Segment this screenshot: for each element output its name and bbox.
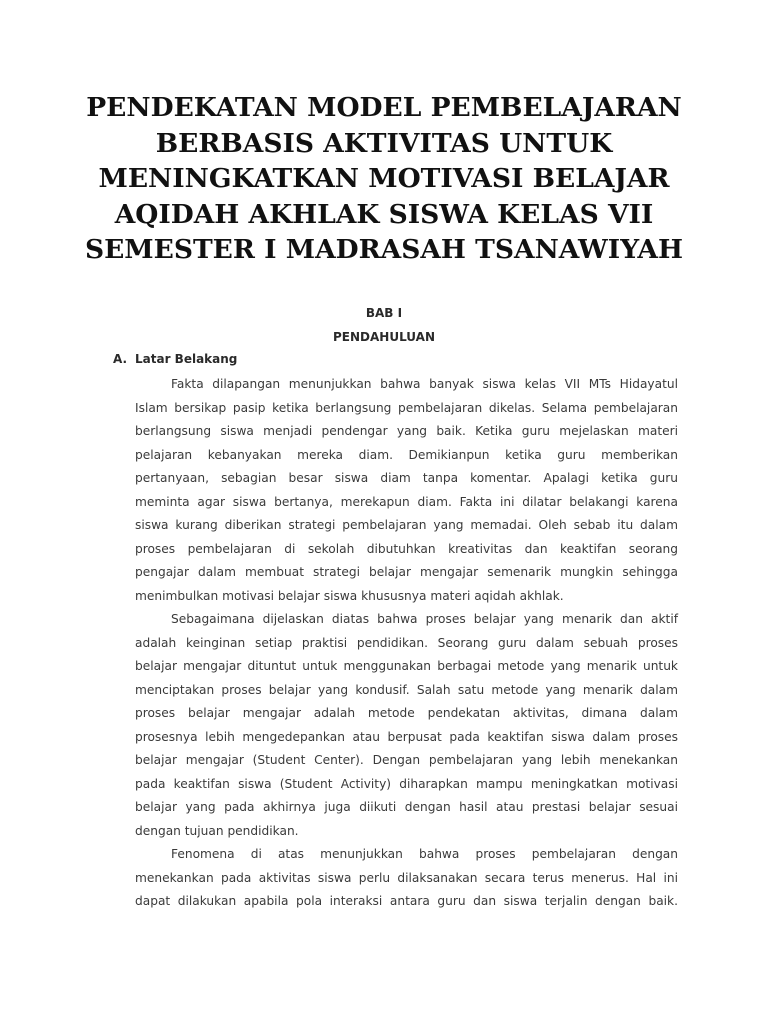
text-line: Islam bersikap pasip ketika berlangsung pembelajaran dikelas. Selama pembelajaran (135, 400, 678, 415)
title-line: MENINGKATKAN MOTIVASI BELAJAR (98, 163, 670, 194)
text-line: dengan tujuan pendidikan. (135, 823, 299, 838)
title-line: BERBASIS AKTIVITAS UNTUK (155, 127, 613, 159)
text-line: menekankan pada aktivitas siswa perlu dilaksanakan secara terus menerus. Hal ini (135, 870, 678, 885)
text-line: belajar mengajar dituntut untuk menggunakan berbagai metode yang menarik untuk (135, 659, 678, 673)
section-heading-text: Latar Belakang (135, 352, 238, 366)
paragraph-3 (135, 843, 678, 914)
text-line: proses pembelajaran di sekolah dibutuhkan kreativitas dan keaktifan seorang (135, 541, 678, 556)
text-line: pelajaran kebanyakan mereka diam. Demikianpun ketika guru memberikan (135, 447, 678, 462)
text-line: belajar mengajar (Student Center). Dengan pembelajaran yang lebih menekankan (135, 753, 678, 767)
text-line: adalah keinginan setiap praktisi pendidikan. Seorang guru dalam sebuah proses (135, 635, 678, 650)
text-line: menimbulkan motivasi belajar siswa khususnya materi aqidah akhlak. (135, 588, 564, 603)
chapter-name: PENDAHULUAN (333, 330, 435, 344)
text-line: dapat dilakukan apabila pola interaksi antara guru dan siswa terjalin dengan baik. (135, 894, 678, 908)
text-line: proses belajar mengajar adalah metode pendekatan aktivitas, dimana dalam (135, 706, 678, 720)
text-line: pertanyaan, sebagian besar siswa diam tanpa komentar. Apalagi ketika guru (135, 471, 678, 485)
text-line: pada keaktifan siswa (Student Activity) diharapkan mampu meningkatkan motivasi (135, 776, 678, 791)
text-line: menciptakan proses belajar yang kondusif. Salah satu metode yang menarik dalam (135, 682, 678, 697)
text-line: meminta agar siswa bertanya, merekapun diam. Fakta ini dilatar belakangi karena (135, 494, 678, 509)
text-line: Fenomena di atas menunjukkan bahwa proses pembelajaran dengan (171, 847, 678, 861)
text-line: siswa kurang diberikan strategi pembelajaran yang memadai. Oleh sebab itu dalam (135, 518, 678, 532)
paragraph-1 (135, 373, 678, 608)
text-line: Fakta dilapangan menunjukkan bahwa banyak siswa kelas VII MTs Hidayatul (171, 377, 678, 391)
body-text (135, 373, 678, 914)
text-line: Sebagaimana dijelaskan diatas bahwa proses belajar yang menarik dan aktif (171, 612, 678, 626)
chapter-number: BAB I (365, 306, 403, 320)
paragraph-2 (135, 608, 678, 843)
section-heading (113, 352, 237, 366)
text-line: pengajar dalam membuat strategi belajar mengajar semenarik mungkin sehingga (135, 565, 678, 579)
text-line: prosesnya lebih mengedepankan atau berpusat pada keaktifan siswa dalam proses (135, 729, 678, 744)
title-line: SEMESTER I MADRASAH TSANAWIYAH (84, 234, 684, 265)
text-line: belajar yang pada akhirnya juga diikuti dengan hasil atau prestasi belajar sesuai (135, 800, 678, 814)
section-marker: A. (113, 352, 128, 366)
title-line: AQIDAH AKHLAK SISWA KELAS VII (114, 198, 654, 230)
text-line: berlangsung siswa menjadi pendengar yang baik. Ketika guru mejelaskan materi (135, 424, 678, 438)
title-line: PENDEKATAN MODEL PEMBELAJARAN (86, 92, 682, 123)
document-title (60, 90, 708, 268)
